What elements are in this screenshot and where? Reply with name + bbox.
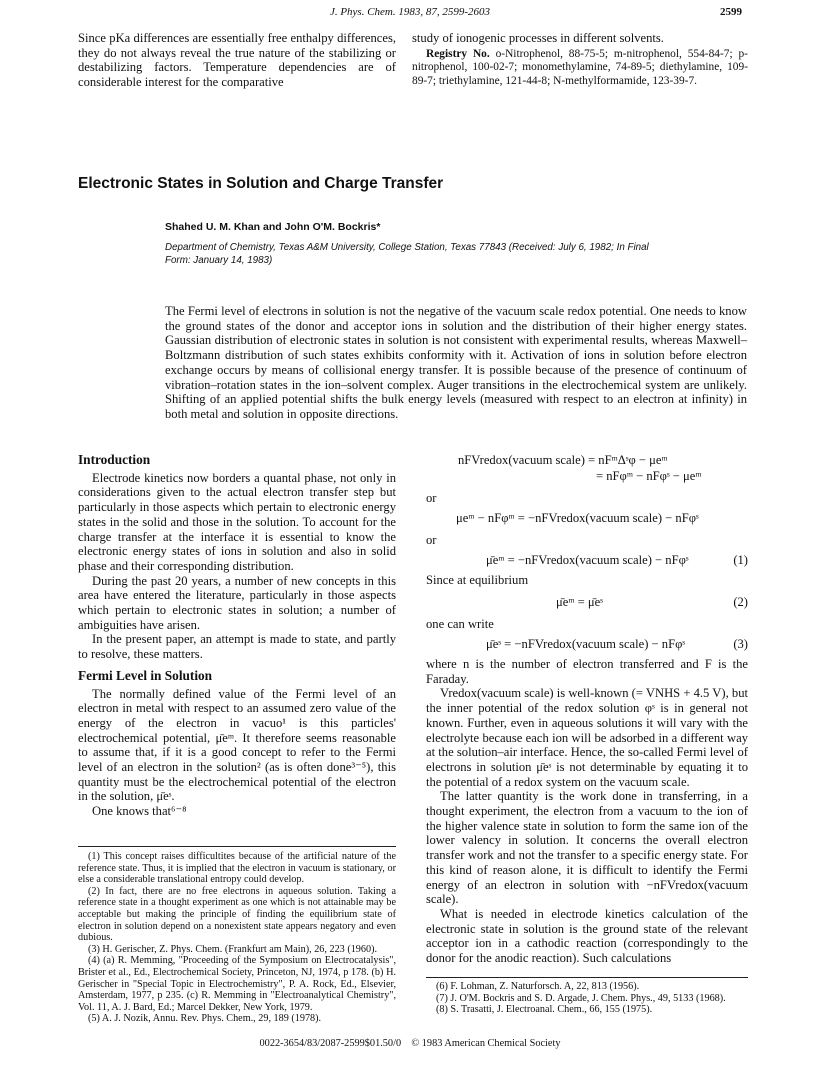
footnote-7: (7) J. O'M. Bockris and S. D. Argade, J. Chem. Phys., 49, 5133 (1968). [436,992,726,1004]
equation-2-number: (2) [733,595,748,609]
registry-label: Registry No. [426,47,490,60]
intro-paragraph-1: Electrode kinetics now borders a quantal phase, not only in considerations given to the actual electron transfer step but particularly in those aspects which pertain to electronic energy states in the solid and those in the solution. To account for the charge transfer at the interface it is essential to know the electronic energy states of ions in solution and also in solid phase and their corresponding distribution. [78,470,396,573]
prev-article-right [412,31,748,88]
section-heading-introduction: Introduction [78,452,151,467]
right-body-text [426,657,748,966]
text-since-equilibrium: Since at equilibrium [426,573,529,587]
intro-paragraph-2: During the past 20 years, a number of new concepts in this area have entered the literature, particularly in those aspects which pertain to electronic states in solution; a number of ambiguities have arisen. [78,573,396,632]
footnote-4: (4) (a) R. Memming, "Proceeding of the Symposium on Electrocatalysis", Brister et al., Ed., Electrochemical Society, Princeton, NJ, 1974, p 178. (b) H. Gerischer in "Special Topic in Electrochemistry", P. A. Rock, Ed., Elsevier, Amsterdam, 1977, p 235. (c) R. Memming in "Electroanalytical Chemistry", Vol. 11, A. J. Bard, Ed.; Marcel Dekker, New York, 1979. [78,955,396,1013]
equation-b: μeᵐ − nFφᵐ = −nFVredox(vacuum scale) − nFφˢ [456,511,699,525]
paragraph-vredox: Vredox(vacuum scale) is well-known (= VNHS + 4.5 V), but the inner potential of the redox solution φˢ is in general not known. Further, even in aqueous solutions it will vary with the electrolyte because each ion will be adsorbed in a different way at the solution–air interface. Hence, the so-called Fermi level of electrons in solution μ̄eˢ is not determinable by equating it to the potential of a redox system on the vacuum scale. [426,686,748,789]
footnote-rule-left [78,846,396,847]
equation-a-line-2: = nFφᵐ − nFφˢ − μeᵐ [596,469,702,483]
footnote-2: (2) In fact, there are no free electrons in aqueous solution. Taking a reference state in a thought experiment as one which is not attainable may be acceptable but making the principle of finding the equilibrium state of electron in solution depend on a nonexistent state appears negatory and even dubious. [78,885,396,944]
text-one-can-write: one can write [426,617,494,631]
left-column [78,453,396,819]
fermi-paragraph-2: One knows that⁶⁻⁸ [92,804,187,819]
registry-numbers [412,48,748,89]
article-title: Electronic States in Solution and Charge Transfer [78,175,444,192]
journal-citation: J. Phys. Chem. 1983, 87, 2599-2603 [329,6,491,18]
paragraph-where: where n is the number of electron transferred and F is the Faraday. [426,657,748,686]
intro-paragraph-3: In the present paper, an attempt is made to state, and partly to resolve, these matters. [78,632,396,662]
connector-or-2: or [426,533,437,547]
registry-text: o-Nitrophenol, 88-75-5; m-nitrophenol, 554-84-7; p-nitrophenol, 100-02-7; monomethylamine, 74-89-5; diethylamine, 109-89-7; triethylamine, 121-44-8; N-methylformamide, 123-39-7. [412,47,748,87]
prev-article-left [78,31,396,90]
footnote-1: (1) This concept raises difficultites because of the artificial nature of the reference state. Thus, it is implied that the electron in vacuum is stationary, or else a considerable translational entropy could develop. [78,851,396,886]
abstract: The Fermi level of electrons in solution is not the negative of the vacuum scale redox potential. One needs to know the ground states of the donor and acceptor ions in solution and the distribution of their higher energy states. Gaussian distribution of electronic states in solution is not consistent with experimental results, whereas Maxwell–Boltzmann distribution of such states exhibits conformity with it. Activation of ions in solution before electron exchange occurs by means of collisional energy transfer. It is possible because of the presence of continuum of vibration–rotation states in the ion–solvent complex. Auger transitions in the electrochemical system are unlikely. Shifting of an applied potential shifts the bulk energy levels (measured with respect to an electron at infinity) in both metal and solution in opposite directions. [165,304,747,421]
footer-copyright: © 1983 American Chemical Society [411,1038,561,1049]
equation-3-body: μ̄eˢ = −nFVredox(vacuum scale) − nFφˢ [486,637,686,651]
connector-or-1: or [426,491,437,505]
footnote-3: (3) H. Gerischer, Z. Phys. Chem. (Frankfurt am Main), 26, 223 (1960). [88,943,378,955]
equation-2 [426,595,748,611]
right-column [426,453,748,966]
section-heading-fermi-level: Fermi Level in Solution [78,667,213,683]
footnote-6: (6) F. Lohman, Z. Naturforsch. A, 22, 813 (1956). [436,981,640,992]
paragraph-latter: The latter quantity is the work done in transferring, in a thought experiment, the electron from a vacuum to the ion of the higher valence state in solution to form the same ion of the lower valency in solution. It concerns the overall electron transfer work and not the transfer to a specific energy state. For this kind of reason alone, it is difficult to identify the Fermi energy of an electron in solution with −nFVredox(vacuum scale). [426,789,748,907]
prev-article-left-text: Since pKa differences are essentially free enthalpy differences, they do not always reveal the true nature of the stabilizing or destabilizing factors. Temperature dependencies are of considerable interest for the comparative [78,31,396,90]
footnotes-left [78,851,396,1025]
page-footer [0,1038,820,1049]
page-number: 2599 [720,6,742,18]
footer-code: 0022-3654/83/2087-2599$01.50/0 [259,1038,402,1049]
footnote-rule-right [426,977,748,978]
article-affiliation: Department of Chemistry, Texas A&M University, College Station, Texas 77843 (Received: July 6, 1982; In Final Form: January 14, 1983) [165,242,649,266]
equation-2-body: μ̄eᵐ = μ̄eˢ [556,595,603,609]
equation-a-line-1: nFVredox(vacuum scale) = nFᵐΔˢφ − μeᵐ [458,453,668,467]
footnote-5: (5) A. J. Nozik, Annu. Rev. Phys. Chem., 29, 189 (1978). [88,1013,322,1025]
equation-1-number: (1) [733,553,748,567]
equation-3-number: (3) [733,637,748,651]
article-authors: Shahed U. M. Khan and John O'M. Bockris* [165,221,381,233]
equation-3 [426,637,748,653]
running-header [0,6,820,22]
fermi-paragraph-1: The normally defined value of the Fermi level of an electron in metal with respect to an assumed zero value of the energy of the electron in vacuo¹ is this particles' electrochemical potential, μ̄eᵐ. It therefore seems reasonable to assume that, if it is a good concept to refer to the Fermi level of an electron in the solution² (as is often done³⁻⁵), this quantity must be the electrochemical potential of the electron in the solution, μ̄eˢ. [78,686,396,804]
equation-1 [426,553,748,569]
footnotes-right [426,981,748,1016]
equation-1-body: μ̄eᵐ = −nFVredox(vacuum scale) − nFφˢ [486,553,689,567]
paragraph-what-is-needed: What is needed in electrode kinetics calculation of the electronic state in solution is the ground state of the relevant acceptor ion in a cathodic reaction (correspondingly to the donor for the anodic reaction). Such calculations [426,906,748,966]
prev-article-right-text: study of ionogenic processes in different solvents. [412,31,664,45]
footnote-8: (8) S. Trasatti, J. Electroanal. Chem., 66, 155 (1975). [436,1004,653,1016]
